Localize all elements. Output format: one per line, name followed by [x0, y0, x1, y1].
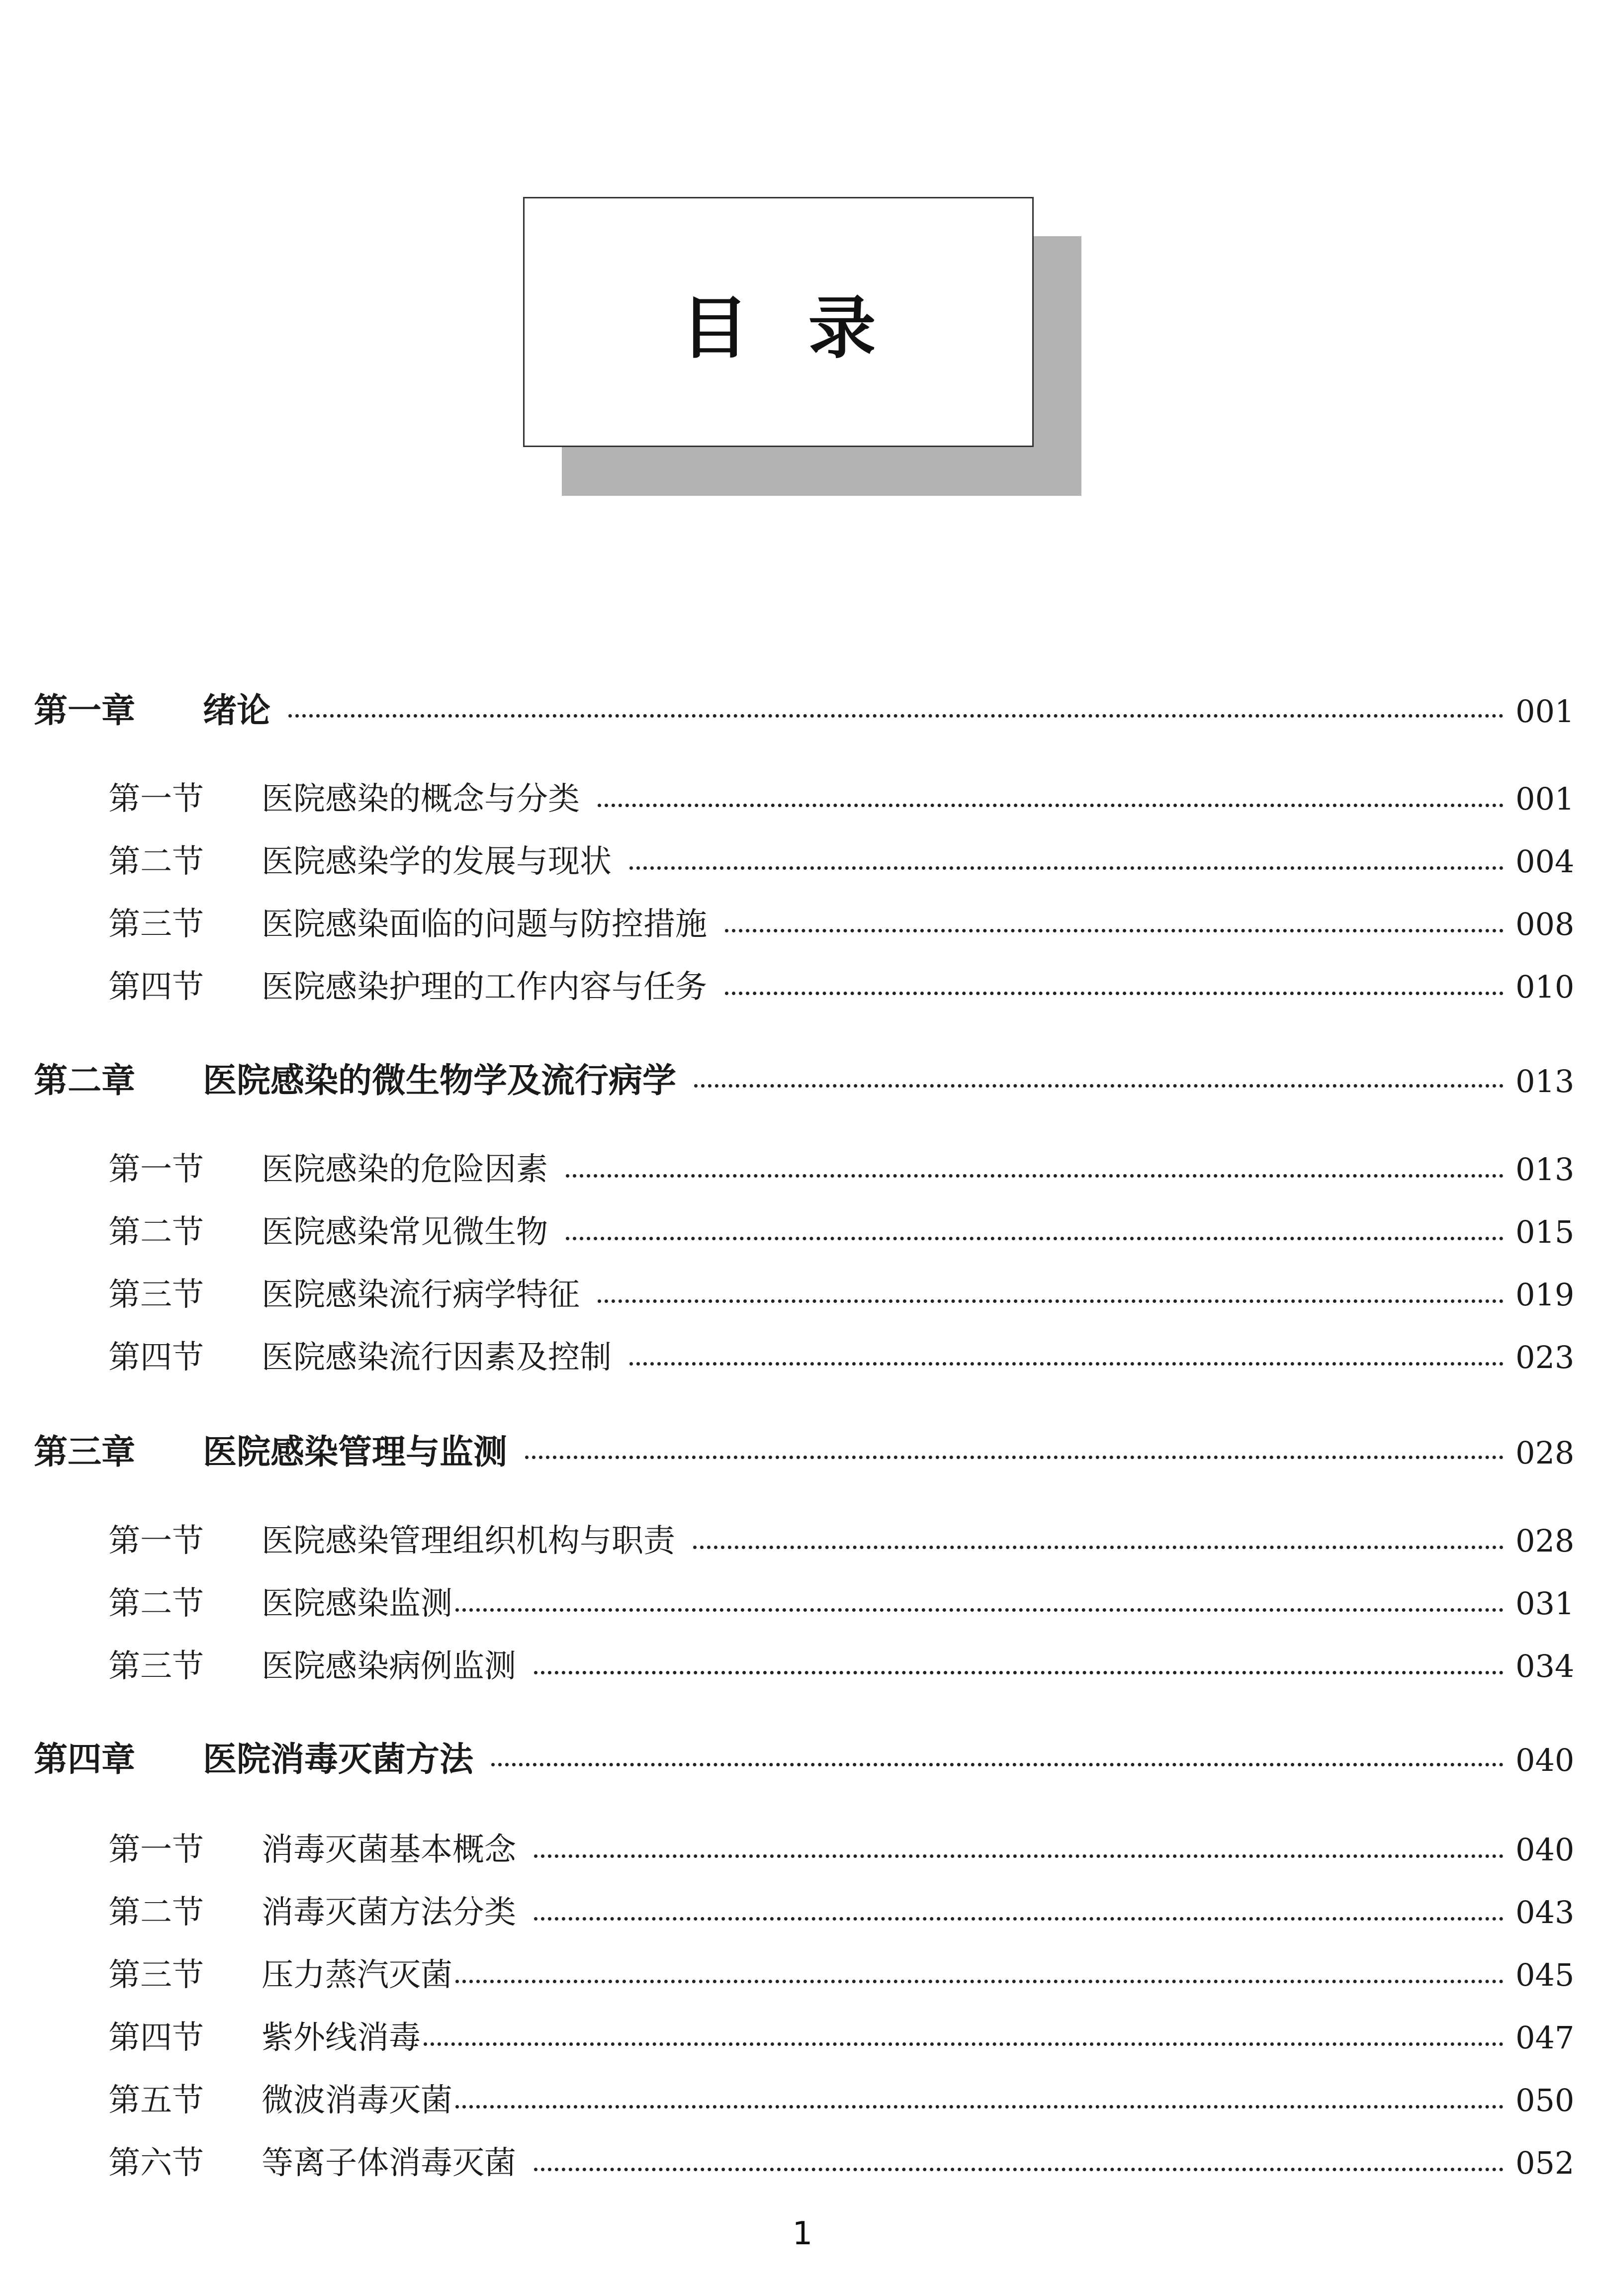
page-ref: 008: [1516, 906, 1575, 942]
toc-section-3-1[interactable]: [0, 1515, 1605, 1565]
section-number: 第一节: [108, 1523, 204, 1560]
page-title: 目录: [681, 288, 936, 368]
toc-section-4-3[interactable]: [0, 1949, 1605, 1999]
page-ref: 001: [1516, 693, 1575, 730]
page-ref: 023: [1516, 1339, 1575, 1376]
dot-leader: [288, 714, 1504, 718]
section-number: 第二节: [108, 1894, 204, 1931]
section-number: 第四节: [108, 1339, 204, 1376]
dot-leader: [534, 1917, 1504, 1921]
page-ref: 047: [1516, 2020, 1575, 2056]
section-title: 压力蒸汽灭菌: [262, 1957, 452, 1994]
section-number: 第三节: [108, 1277, 204, 1313]
section-number: 第六节: [108, 2145, 204, 2182]
section-title: 消毒灭菌方法分类: [262, 1894, 516, 1931]
chapter-title: 医院消毒灭菌方法: [203, 1740, 474, 1779]
section-title: 医院感染流行病学特征: [262, 1277, 580, 1313]
section-title: 医院感染学的发展与现状: [262, 843, 612, 880]
section-number: 第一节: [108, 781, 204, 818]
toc-section-2-3[interactable]: [0, 1269, 1605, 1319]
section-number: 第三节: [108, 1957, 204, 1994]
page-ref: 001: [1516, 781, 1575, 817]
section-number: 第二节: [108, 1214, 204, 1251]
page-ref: 028: [1516, 1523, 1575, 1559]
dot-leader: [566, 1174, 1504, 1178]
dot-leader: [534, 2168, 1504, 2171]
section-number: 第四节: [108, 969, 204, 1006]
page-number: 1: [792, 2215, 813, 2252]
toc-chapter-2[interactable]: [0, 1054, 1605, 1103]
section-title: 医院感染常见微生物: [262, 1214, 548, 1251]
dot-leader: [455, 2105, 1504, 2109]
dot-leader: [491, 1763, 1504, 1766]
chapter-number: 第四章: [34, 1740, 136, 1779]
page-ref: 015: [1516, 1214, 1575, 1250]
page-ref: 004: [1516, 843, 1575, 880]
page-ref: 031: [1516, 1585, 1575, 1622]
dot-leader: [693, 1546, 1504, 1549]
section-number: 第一节: [108, 1151, 204, 1188]
section-title: 医院感染护理的工作内容与任务: [262, 969, 707, 1006]
page-ref: 040: [1516, 1832, 1575, 1868]
toc-section-4-2[interactable]: [0, 1887, 1605, 1936]
chapter-title: 医院感染管理与监测: [203, 1433, 508, 1472]
section-title: 等离子体消毒灭菌: [262, 2145, 516, 2182]
toc-section-2-1[interactable]: [0, 1144, 1605, 1194]
toc-chapter-4[interactable]: [0, 1733, 1605, 1782]
dot-leader: [455, 1608, 1504, 1612]
toc-section-4-6[interactable]: [0, 2137, 1605, 2187]
section-number: 第五节: [108, 2082, 204, 2119]
page-ref: 040: [1516, 1742, 1575, 1778]
section-title: 紫外线消毒: [262, 2020, 421, 2056]
section-number: 第四节: [108, 2020, 204, 2056]
dot-leader: [598, 1299, 1504, 1303]
section-title: 微波消毒灭菌: [262, 2082, 452, 2119]
dot-leader: [525, 1456, 1504, 1459]
toc-section-1-2[interactable]: [0, 836, 1605, 886]
chapter-number: 第三章: [34, 1433, 136, 1472]
section-title: 消毒灭菌基本概念: [262, 1832, 516, 1868]
dot-leader: [629, 1362, 1504, 1366]
dot-leader: [566, 1237, 1504, 1240]
toc-section-1-3[interactable]: [0, 899, 1605, 948]
toc-section-2-2[interactable]: [0, 1206, 1605, 1256]
page-ref: 034: [1516, 1648, 1575, 1684]
section-title: 医院感染病例监测: [262, 1648, 516, 1685]
page-ref: 013: [1516, 1151, 1575, 1188]
section-title: 医院感染监测: [262, 1585, 452, 1622]
dot-leader: [629, 866, 1504, 870]
dot-leader: [534, 1671, 1504, 1674]
toc-section-1-1[interactable]: [0, 773, 1605, 823]
toc-section-4-4[interactable]: [0, 2012, 1605, 2062]
dot-leader: [424, 2042, 1504, 2046]
section-number: 第三节: [108, 1648, 204, 1685]
toc-section-1-4[interactable]: [0, 961, 1605, 1011]
page-ref: 019: [1516, 1277, 1575, 1313]
dot-leader: [725, 929, 1504, 932]
page-ref: 013: [1516, 1063, 1575, 1100]
chapter-title: 医院感染的微生物学及流行病学: [203, 1061, 677, 1101]
page-ref: 010: [1516, 969, 1575, 1005]
section-title: 医院感染面临的问题与防控措施: [262, 906, 707, 943]
dot-leader: [694, 1084, 1504, 1088]
dot-leader: [534, 1854, 1504, 1858]
dot-leader: [455, 1980, 1504, 1983]
chapter-number: 第一章: [34, 691, 136, 731]
toc-section-4-1[interactable]: [0, 1824, 1605, 1874]
page-ref: 028: [1516, 1435, 1575, 1471]
toc-section-2-4[interactable]: [0, 1332, 1605, 1381]
section-number: 第三节: [108, 906, 204, 943]
chapter-title: 绪论: [203, 691, 271, 731]
dot-leader: [725, 992, 1504, 995]
page-ref: 043: [1516, 1894, 1575, 1930]
section-number: 第一节: [108, 1832, 204, 1868]
section-title: 医院感染的概念与分类: [262, 781, 580, 818]
page-ref: 045: [1516, 1957, 1575, 1993]
section-title: 医院感染的危险因素: [262, 1151, 548, 1188]
toc-chapter-1[interactable]: [0, 684, 1605, 734]
toc-chapter-3[interactable]: [0, 1425, 1605, 1475]
section-title: 医院感染流行因素及控制: [262, 1339, 612, 1376]
section-number: 第二节: [108, 1585, 204, 1622]
page-ref: 050: [1516, 2082, 1575, 2118]
page-ref: 052: [1516, 2145, 1575, 2181]
section-title: 医院感染管理组织机构与职责: [262, 1523, 675, 1560]
toc-section-3-3[interactable]: [0, 1641, 1605, 1690]
toc-section-4-5[interactable]: [0, 2075, 1605, 2124]
dot-leader: [598, 804, 1504, 807]
chapter-number: 第二章: [34, 1061, 136, 1101]
section-number: 第二节: [108, 843, 204, 880]
toc-section-3-2[interactable]: [0, 1578, 1605, 1628]
